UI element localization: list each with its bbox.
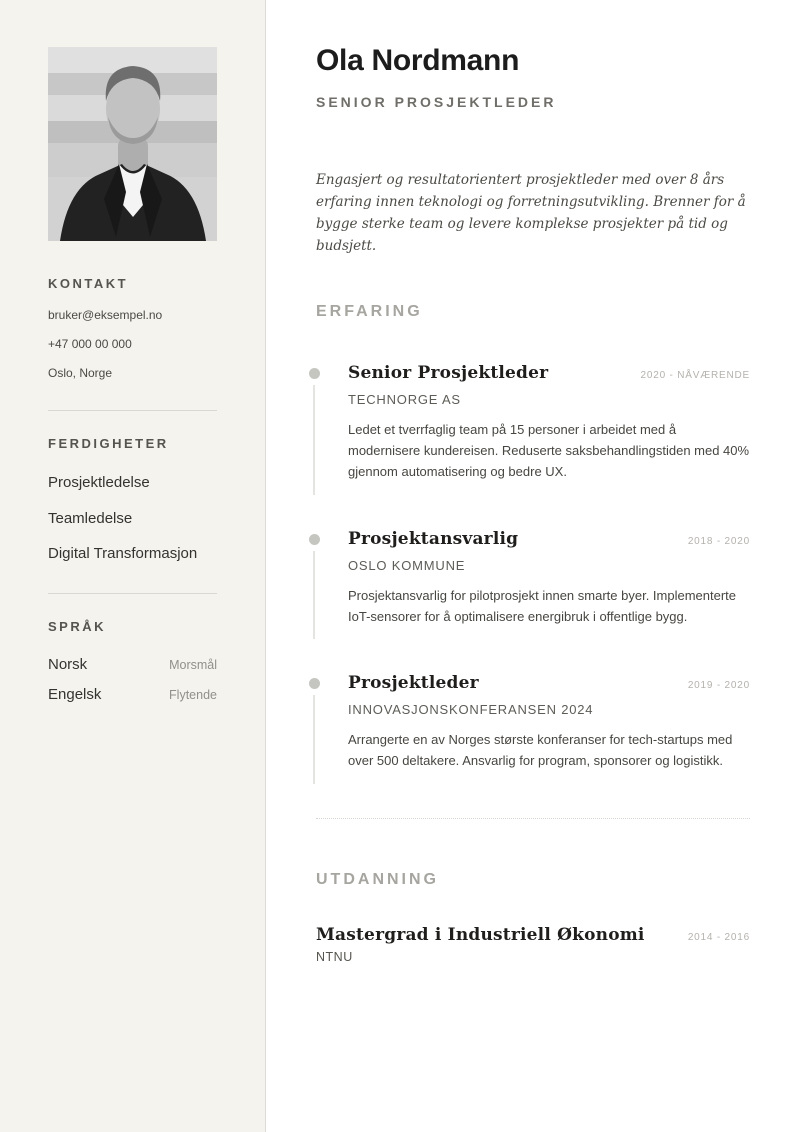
languages-heading: SPRÅK [48,618,107,634]
person-title: SENIOR PROSJEKTLEDER [316,94,557,110]
experience-item [316,673,750,772]
experience-heading: ERFARING [316,303,423,321]
sidebar-divider [48,593,217,594]
profile-photo [48,47,217,241]
job-title: Prosjektleder [348,673,479,694]
language-level: Flytende [169,687,217,702]
job-company: TECHNORGE AS [348,392,461,408]
person-name: Ola Nordmann [316,44,520,77]
skill-item: Teamledelse [48,509,133,527]
skills-section [48,436,217,566]
skill-item: Digital Transformasjon [48,545,198,563]
job-period: 2020 - NÅVÆRENDE [640,370,750,382]
timeline-dot [309,534,320,545]
timeline-dot [309,368,320,379]
school-name: NTNU [316,950,353,965]
language-level: Morsmål [169,657,217,672]
experience-section [316,303,750,772]
timeline-line [313,551,315,640]
skill-item: Prosjektledelse [48,474,150,492]
contact-phone: +47 000 00 000 [48,336,132,351]
job-description: Arrangerte en av Norges største konferanser for tech-startups med over 500 deltakere. Ansvarlig for program, sponsorer og logistikk. [348,732,733,769]
timeline-dot [309,678,320,689]
contact-heading: KONTAKT [48,276,129,291]
language-name: Norsk [48,655,88,673]
experience-item [316,529,750,628]
job-company: INNOVASJONSKONFERANSEN 2024 [348,702,594,718]
contact-email: bruker@eksempel.no [48,308,163,322]
language-row [48,656,217,673]
contact-location: Oslo, Norge [48,365,113,380]
section-divider [316,818,750,819]
contact-section [48,276,217,383]
job-title: Senior Prosjektleder [348,363,549,384]
job-period: 2018 - 2020 [687,535,750,547]
education-item [316,925,750,964]
degree-title: Mastergrad i Industriell Økonomi [316,925,645,946]
portrait-illustration [48,47,217,241]
timeline-line [313,385,315,494]
job-description: Prosjektansvarlig for pilotprosjekt innen smarte byer. Implementerte IoT-sensorer for å optimalisere energibruk i offentlige bygg. [348,587,737,624]
skills-heading: FERDIGHETER [48,436,169,452]
profile-summary: Engasjert og resultatorientert prosjektleder med over 8 års erfaring innen teknologi og forretningsutvikling. Brenner for å bygge sterke team og levere komplekse prosjekter på tid og budsjett. [316,172,746,254]
sidebar-divider [48,410,217,411]
main-content [266,0,800,1132]
job-company: OSLO KOMMUNE [348,557,466,573]
language-name: Engelsk [48,685,102,703]
languages-section [48,619,217,703]
degree-period: 2014 - 2016 [687,932,750,944]
language-row [48,686,217,703]
education-section [316,871,750,964]
job-title: Prosjektansvarlig [348,528,519,549]
sidebar [0,0,266,1132]
education-heading: UTDANNING [316,871,439,889]
experience-item [316,363,750,482]
job-period: 2019 - 2020 [687,680,750,692]
timeline-line [313,695,315,784]
job-description: Ledet et tverrfaglig team på 15 personer i arbeidet med å modernisere kundereisen. Reduserte saksbehandlingstiden med 40% gjennom automatisering og bedre UX. [348,422,750,480]
